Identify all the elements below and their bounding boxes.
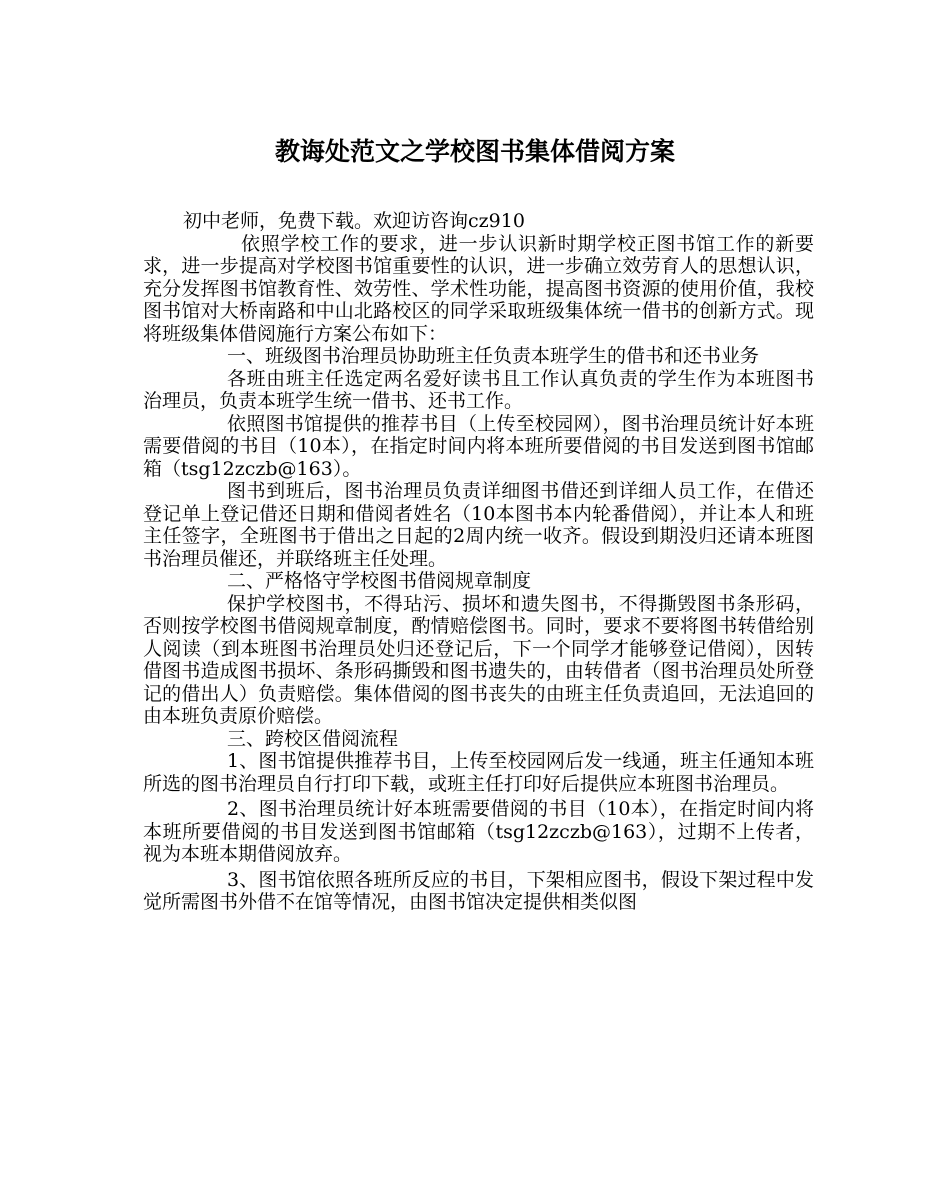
intro-line: 初中老师，免费下载。欢迎访咨询cz910 (183, 210, 525, 232)
paragraph: 图书到班后，图书治理员负责详细图书借还到详细人员工作，在借还登记单上登记借还日期和借阅者姓名（10本图书本内轮番借阅），并让本人和班主任签字，全班图书于借出之日起的2周内统一收齐。假设到期没归还请本班图书治理员催还，并联络班主任处理。 (143, 480, 814, 570)
section-heading: 三、跨校区借阅流程 (227, 727, 399, 750)
document-title: 教诲处范文之学校图书集体借阅方案 (274, 137, 675, 166)
paragraph: 各班由班主任选定两名爱好读书且工作认真负责的学生作为本班图书治理员，负责本班学生统一借书、还书工作。 (143, 367, 814, 412)
paragraph: 1、图书馆提供推荐书目，上传至校园网后发一线通，班主任通知本班所选的图书治理员自行打印下载，或班主任打印好后提供应本班图书治理员。 (143, 750, 814, 795)
paragraph: 3、图书馆依照各班所反应的书目，下架相应图书，假设下架过程中发觉所需图书外借不在馆等情况，由图书馆决定提供相类似图 (143, 868, 814, 913)
paragraph: 保护学校图书，不得玷污、损坏和遗失图书，不得撕毁图书条形码，否则按学校图书借阅规章制度，酌情赔偿图书。同时，要求不要将图书转借给别人阅读（到本班图书治理员处归还登记后，下一个同学才能够登记借阅），因转借图书造成图书损坏、条形码撕毁和图书遗失的，由转借者（图书治理员处所登记的借出人）负责赔偿。集体借阅的图书丧失的由班主任负责追回，无法追回的由本班负责原价赔偿。 (143, 592, 814, 727)
section-heading: 一、班级图书治理员协助班主任负责本班学生的借书和还书业务 (227, 345, 760, 367)
paragraph: 依照学校工作的要求，进一步认识新时期学校正图书馆工作的新要求，进一步提高对学校图书馆重要性的认识，进一步确立效劳育人的思想认识，充分发挥图书馆教育性、效劳性、学术性功能，提高图书资源的使用价值，我校图书馆对大桥南路和中山北路校区的同学采取班级集体统一借书的创新方式。现将班级集体借阅施行方案公布如下： (143, 232, 814, 345)
paragraph: 依照图书馆提供的推荐书目（上传至校园网），图书治理员统计好本班需要借阅的书目（10本），在指定时间内将本班所要借阅的书目发送到图书馆邮箱（tsg12zczb@163）。 (143, 412, 814, 480)
section-heading: 二、严格恪守学校图书借阅规章制度 (227, 570, 532, 592)
paragraph: 2、图书治理员统计好本班需要借阅的书目（10本），在指定时间内将本班所要借阅的书目发送到图书馆邮箱（tsg12zczb@163），过期不上传者，视为本班本期借阅放弃。 (143, 798, 814, 865)
document-body (143, 210, 814, 914)
